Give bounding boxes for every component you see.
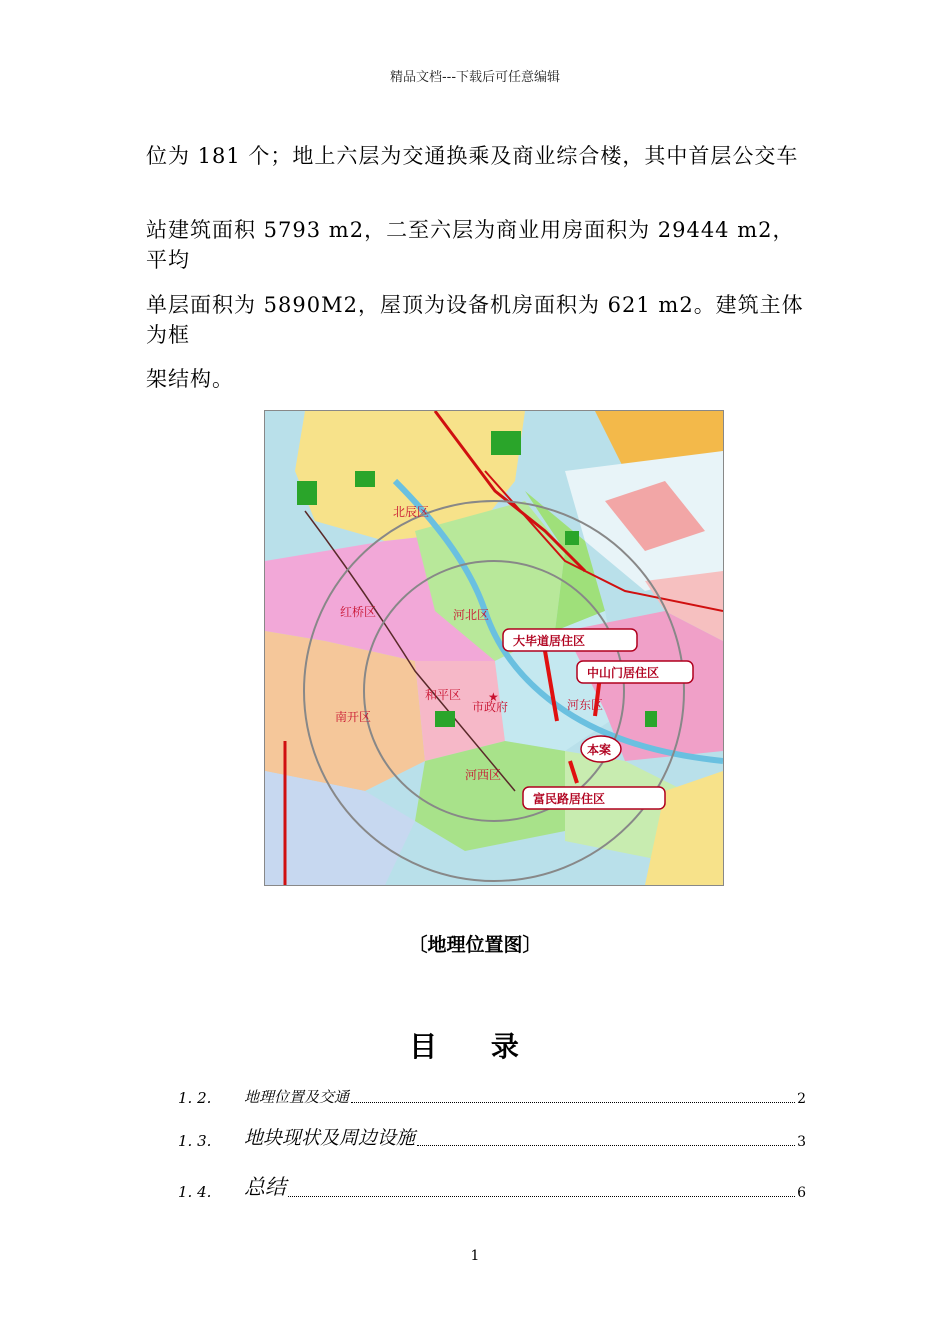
page-number: 1	[470, 1248, 480, 1264]
zone-label: 富民路居住区	[533, 792, 606, 806]
paragraph-line-2: 站建筑面积 5793 m2，二至六层为商业用房面积为 29444 m2，平均	[146, 218, 795, 272]
toc-entry[interactable]	[178, 1086, 806, 1107]
zone-label: 大毕道居住区	[513, 634, 586, 648]
toc-entry-page: 6	[797, 1185, 806, 1201]
district-label: 市政府	[472, 700, 509, 714]
toc-entry-number: 1. 4.	[178, 1183, 212, 1201]
page-header: 精品文档---下载后可任意编辑	[389, 70, 561, 85]
toc-entry-number: 1. 3.	[178, 1132, 212, 1150]
district-label: 河东区	[567, 698, 604, 712]
location-map	[264, 410, 724, 886]
toc-entry-title: 总结	[244, 1175, 286, 1199]
toc-entry-number: 1. 2.	[178, 1089, 212, 1107]
toc-entry-page: 3	[797, 1134, 806, 1150]
map-caption: 〔地理位置图〕	[408, 934, 542, 956]
district-label: 河西区	[465, 768, 502, 782]
district-label: 北辰区	[393, 505, 430, 519]
zone-label: 中山门居住区	[587, 666, 660, 680]
district-label: 红桥区	[340, 605, 377, 619]
toc-entry-title: 地块现状及周边设施	[244, 1127, 416, 1149]
toc-leader-dots	[288, 1195, 795, 1197]
zone-label: 本案	[587, 743, 612, 757]
toc-entry-title: 地理位置及交通	[244, 1088, 350, 1106]
district-label: 和平区	[425, 688, 462, 702]
toc-title: 目 录	[409, 1030, 541, 1063]
toc-entry[interactable]	[178, 1171, 806, 1201]
map-graphic	[265, 411, 723, 885]
district-label: 河北区	[453, 608, 490, 622]
paragraph-line-1: 位为 181 个；地上六层为交通换乘及商业综合楼，其中首层公交车	[146, 144, 799, 168]
toc-leader-dots	[417, 1144, 795, 1146]
district-label: 南开区	[335, 710, 372, 724]
toc-entry[interactable]	[178, 1123, 806, 1150]
toc-leader-dots	[351, 1101, 795, 1103]
star-icon: ★	[488, 690, 499, 704]
paragraph-line-4: 架结构。	[146, 367, 234, 391]
paragraph-line-3: 单层面积为 5890M2，屋顶为设备机房面积为 621 m2。建筑主体为框	[146, 293, 804, 347]
toc-entry-page: 2	[797, 1091, 806, 1107]
